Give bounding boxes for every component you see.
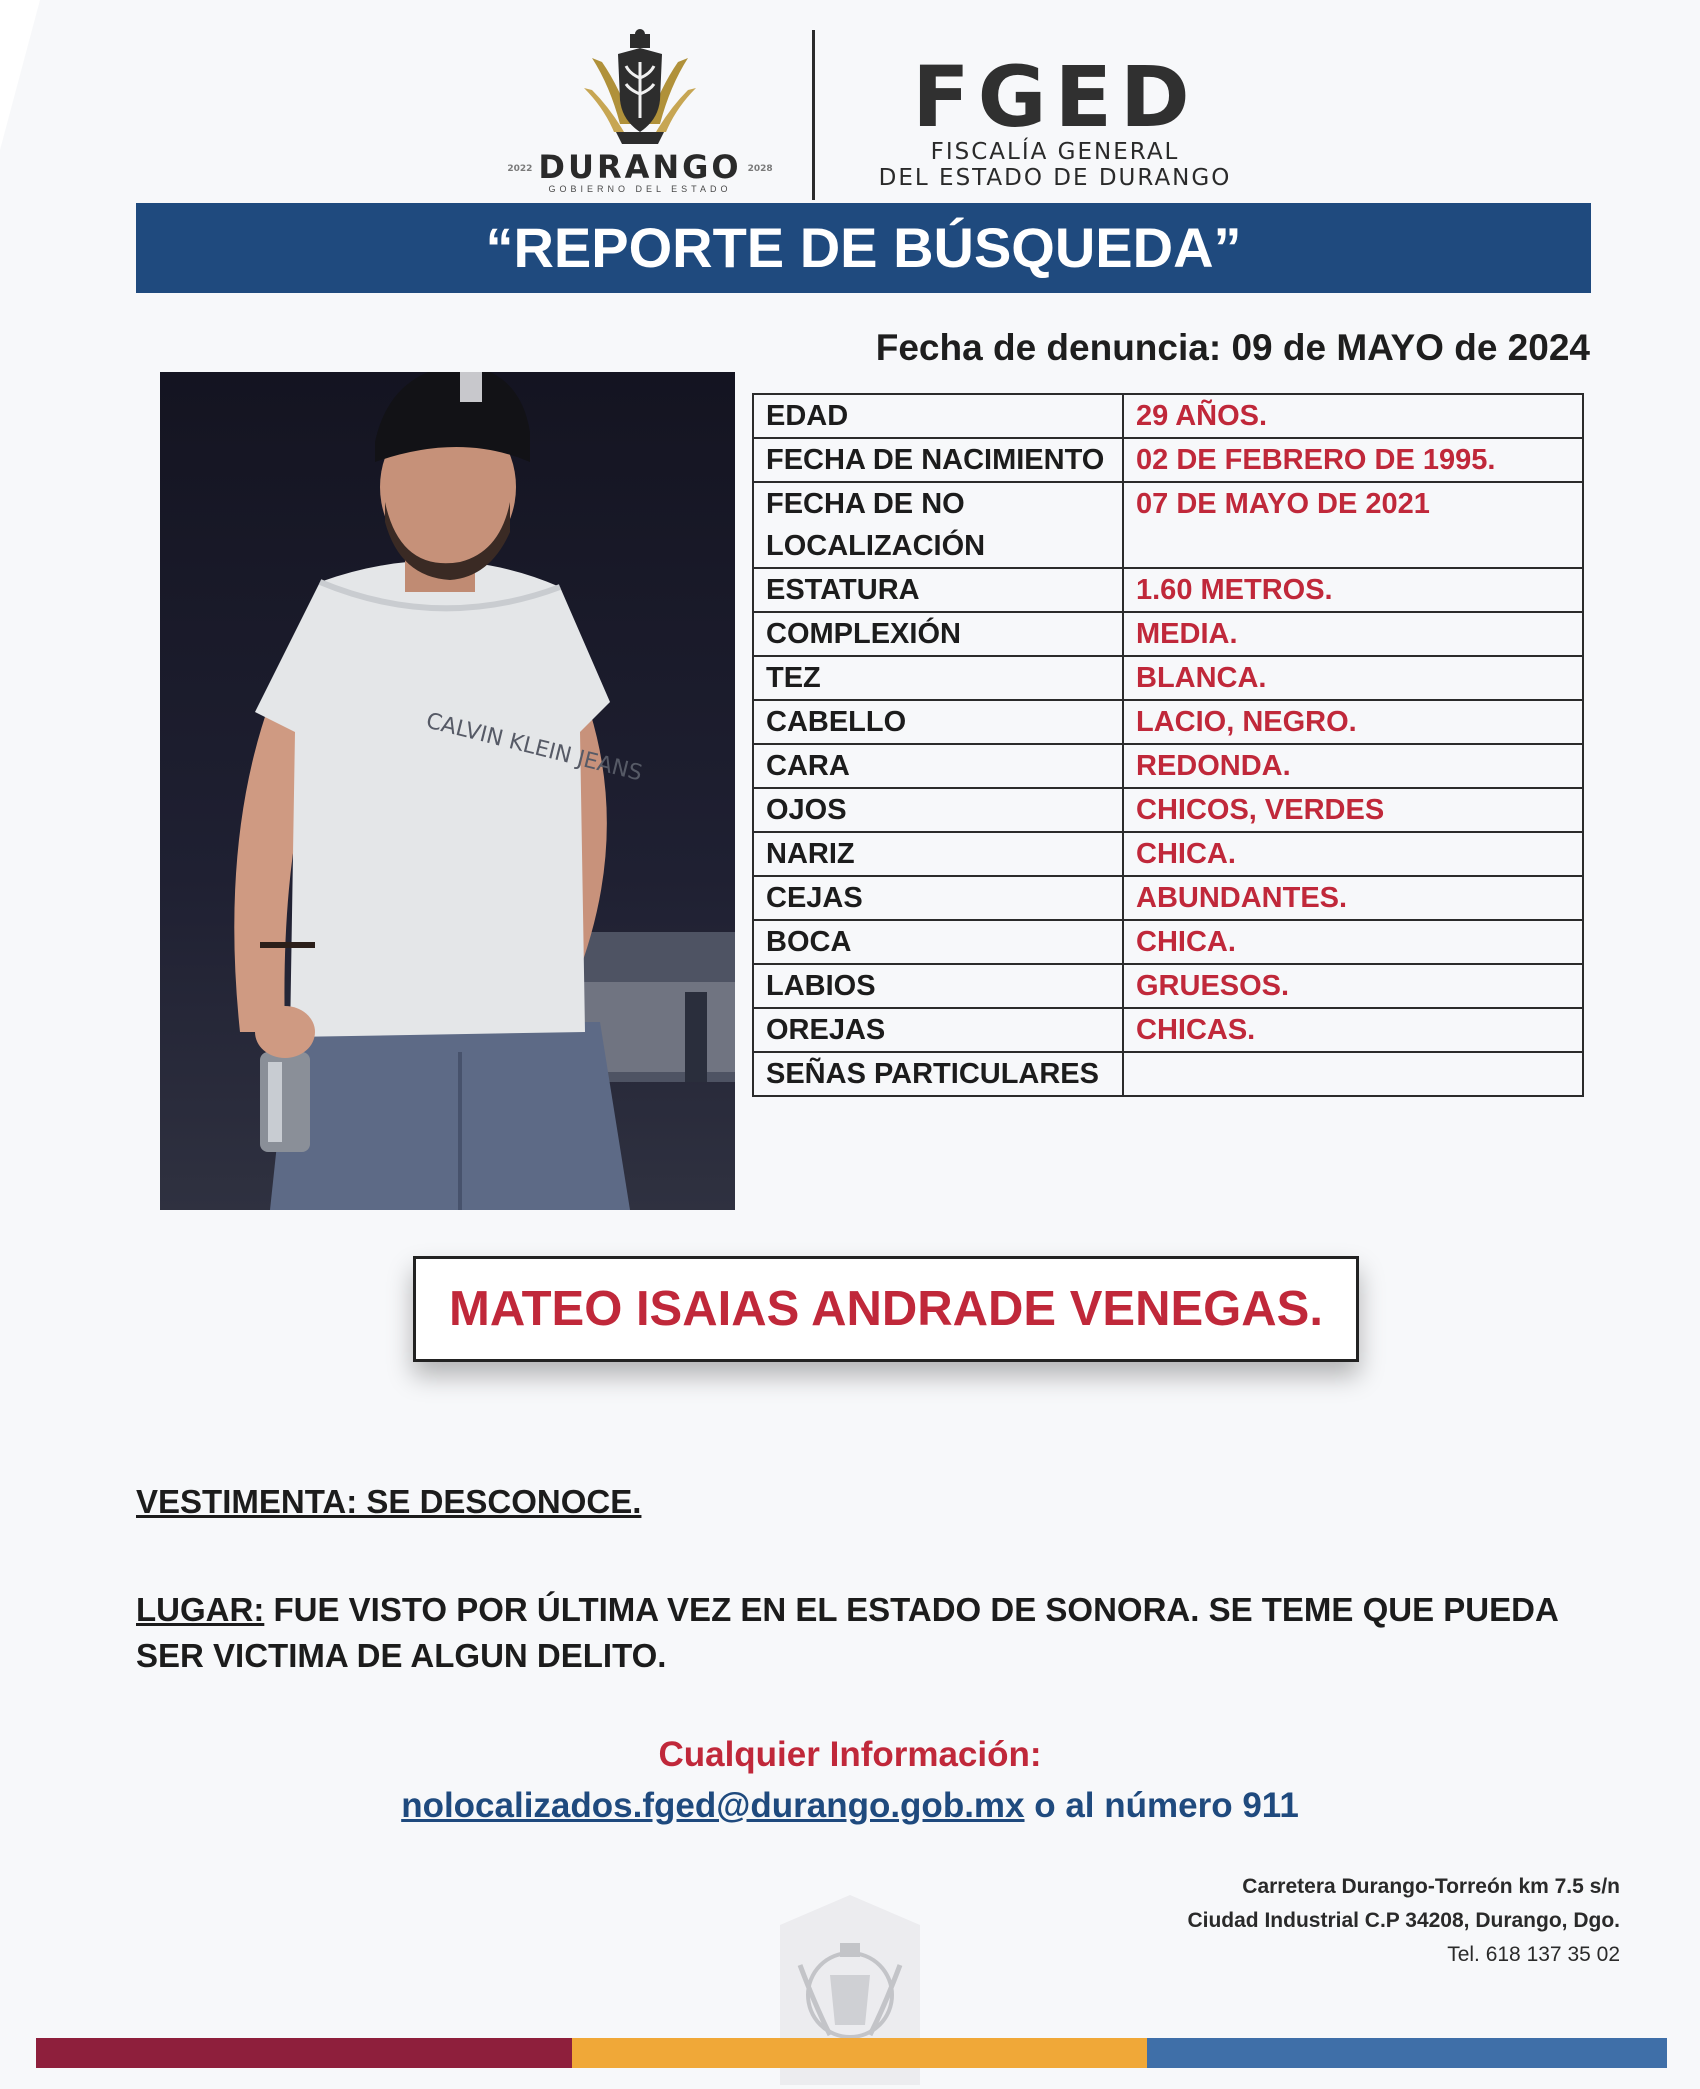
- table-row: [753, 832, 1583, 876]
- location-info: [136, 1587, 1596, 1679]
- detail-value: 1.60 METROS.: [1123, 568, 1583, 612]
- durango-crest-icon: [580, 28, 700, 146]
- footer-stripe-orange: [572, 2038, 1147, 2068]
- office-phone: Tel. 618 137 35 02: [1447, 1943, 1620, 1966]
- address-line-1: Carretera Durango-Torreón km 7.5 s/n: [1242, 1875, 1620, 1898]
- detail-value: 02 DE FEBRERO DE 1995.: [1123, 438, 1583, 482]
- detail-value: REDONDA.: [1123, 744, 1583, 788]
- detail-value: GRUESOS.: [1123, 964, 1583, 1008]
- detail-label: SEÑAS PARTICULARES: [753, 1052, 1123, 1096]
- detail-label: CARA: [753, 744, 1123, 788]
- table-row: [753, 876, 1583, 920]
- fged-acronym: FGED: [912, 48, 1198, 146]
- missing-person-photo: [160, 372, 735, 1210]
- table-row: [753, 482, 1583, 568]
- person-photo-illustration: [160, 372, 735, 1210]
- detail-value: CHICOS, VERDES: [1123, 788, 1583, 832]
- durango-government-logo: [490, 28, 790, 203]
- fged-line-1: FISCALÍA GENERAL: [930, 139, 1180, 165]
- detail-value: MEDIA.: [1123, 612, 1583, 656]
- detail-label: NARIZ: [753, 832, 1123, 876]
- table-row: [753, 394, 1583, 438]
- physical-description-table: [752, 393, 1584, 1097]
- detail-value: CHICA.: [1123, 920, 1583, 964]
- table-row: [753, 656, 1583, 700]
- folded-corner: [0, 0, 40, 150]
- detail-value: [1123, 1052, 1583, 1096]
- fged-line-2: DEL ESTADO DE DURANGO: [878, 165, 1232, 191]
- detail-label: OREJAS: [753, 1008, 1123, 1052]
- detail-value: BLANCA.: [1123, 656, 1583, 700]
- logo-year-left: 2022: [507, 164, 533, 174]
- detail-label: LABIOS: [753, 964, 1123, 1008]
- address-line-2: Ciudad Industrial C.P 34208, Durango, Dgo.: [1187, 1909, 1620, 1932]
- detail-value: 07 DE MAYO DE 2021: [1123, 482, 1583, 568]
- durango-wordmark: [490, 148, 790, 186]
- table-row: [753, 920, 1583, 964]
- detail-label: BOCA: [753, 920, 1123, 964]
- logo-name: DURANGO: [538, 148, 742, 186]
- contact-email-link[interactable]: nolocalizados.fged@durango.gob.mx: [401, 1786, 1025, 1825]
- detail-value: CHICAS.: [1123, 1008, 1583, 1052]
- info-title: Cualquier Información:: [658, 1735, 1042, 1774]
- contact-line: [0, 1786, 1700, 1826]
- detail-value: 29 AÑOS.: [1123, 394, 1583, 438]
- report-date: Fecha de denuncia: 09 de MAYO de 2024: [875, 327, 1590, 368]
- table-row: [753, 744, 1583, 788]
- shirt-print-text: CALVIN KLEIN JEANS: [423, 708, 645, 787]
- table-row: [753, 700, 1583, 744]
- missing-person-name: MATEO ISAIAS ANDRADE VENEGAS.: [413, 1256, 1359, 1362]
- detail-label: OJOS: [753, 788, 1123, 832]
- table-row: [753, 1052, 1583, 1096]
- clothing-info: VESTIMENTA: SE DESCONOCE.: [136, 1483, 642, 1520]
- fged-logo: [860, 48, 1250, 191]
- table-row: [753, 568, 1583, 612]
- location-label: LUGAR:: [136, 1591, 265, 1628]
- detail-label: CEJAS: [753, 876, 1123, 920]
- table-row: [753, 1008, 1583, 1052]
- detail-label: EDAD: [753, 394, 1123, 438]
- detail-value: CHICA.: [1123, 832, 1583, 876]
- footer-stripe-blue: [1147, 2038, 1667, 2068]
- detail-label: FECHA DE NACIMIENTO: [753, 438, 1123, 482]
- logo-subtitle: GOBIERNO DEL ESTADO: [548, 184, 732, 194]
- detail-label: FECHA DE NO LOCALIZACIÓN: [753, 482, 1123, 568]
- logo-year-right: 2028: [747, 164, 773, 174]
- office-address: [1050, 1870, 1620, 1972]
- footer-stripe-maroon: [36, 2038, 572, 2068]
- report-title-banner: “REPORTE DE BÚSQUEDA”: [136, 203, 1591, 293]
- table-row: [753, 788, 1583, 832]
- detail-value: ABUNDANTES.: [1123, 876, 1583, 920]
- detail-label: TEZ: [753, 656, 1123, 700]
- header-divider: [812, 30, 815, 200]
- detail-label: CABELLO: [753, 700, 1123, 744]
- detail-label: ESTATURA: [753, 568, 1123, 612]
- contact-phone-text: o al número 911: [1024, 1786, 1299, 1825]
- detail-value: LACIO, NEGRO.: [1123, 700, 1583, 744]
- table-row: [753, 612, 1583, 656]
- table-row: [753, 964, 1583, 1008]
- detail-label: COMPLEXIÓN: [753, 612, 1123, 656]
- location-text: FUE VISTO POR ÚLTIMA VEZ EN EL ESTADO DE SONORA. SE TEME QUE PUEDA SER VICTIMA DE ALGUN DELITO.: [136, 1591, 1558, 1674]
- table-row: [753, 438, 1583, 482]
